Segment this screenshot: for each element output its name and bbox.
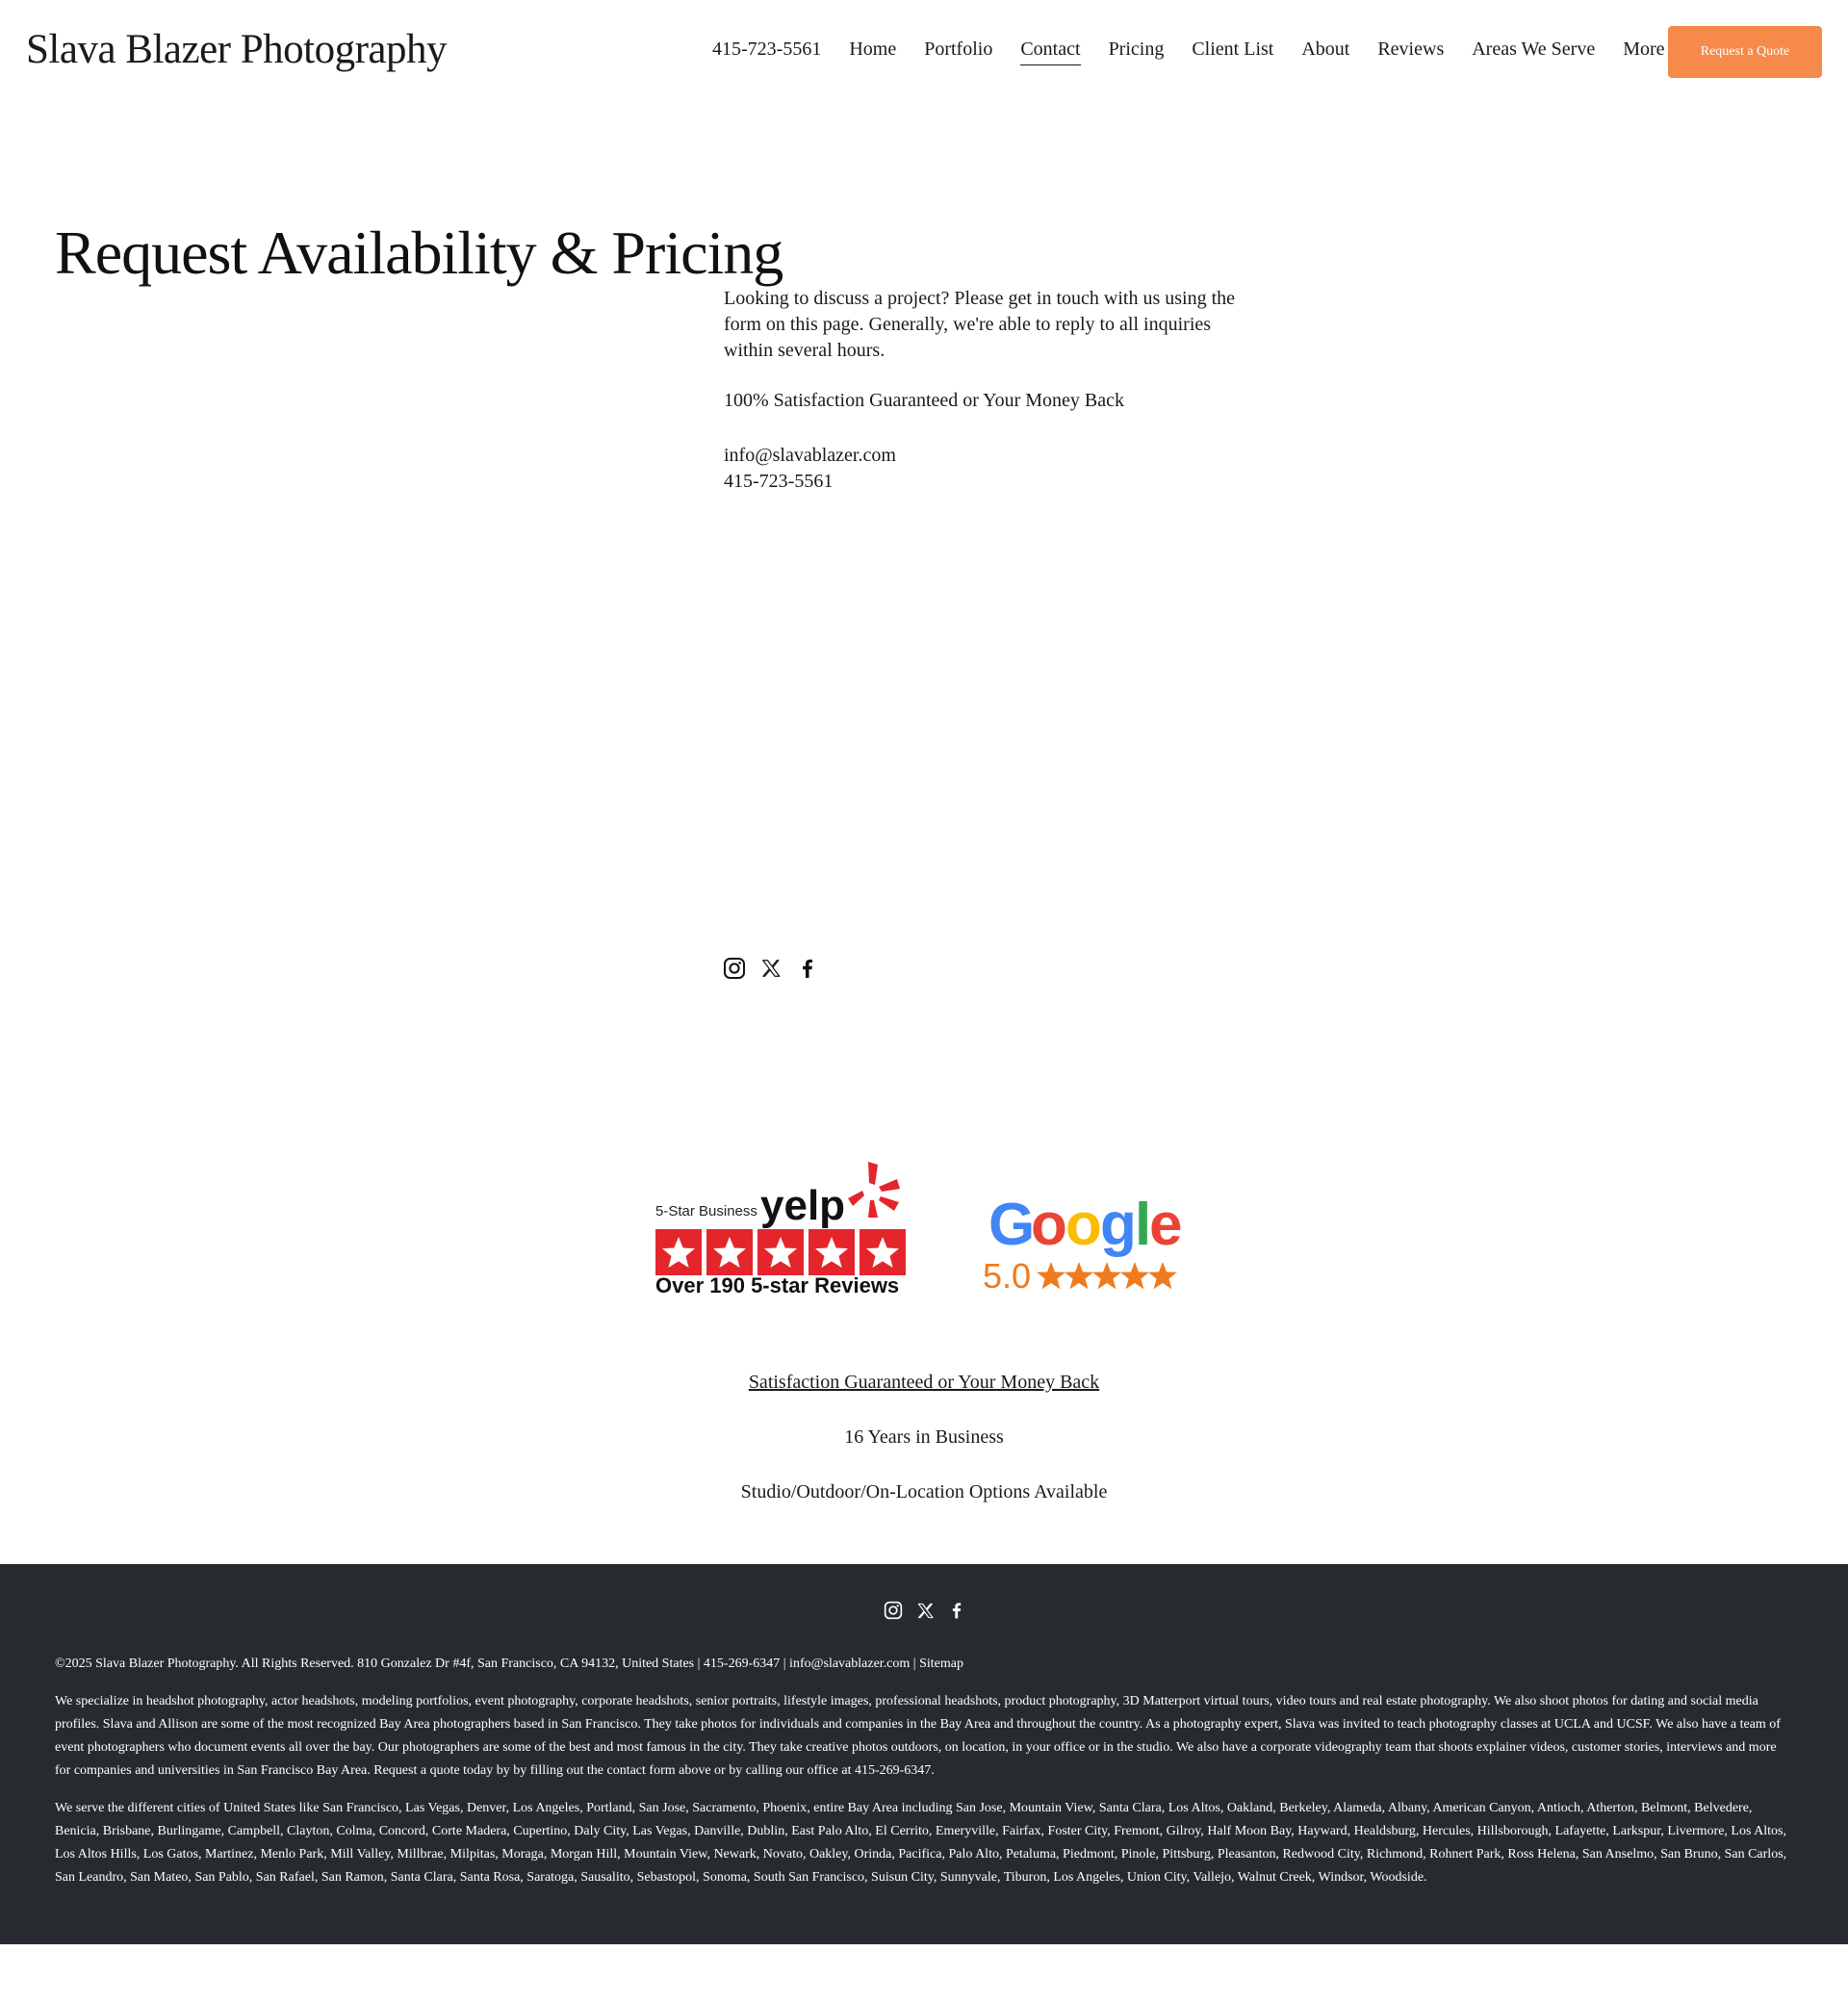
nav-item-portfolio[interactable]: Portfolio bbox=[924, 39, 993, 60]
copyright-text: ©2025 Slava Blazer Photography. All Rights Reserved. 810 Gonzalez Dr #4f, San Francisco, CA 94132, United States | 415-269-6347 | info@slavablazer.com | bbox=[55, 1656, 920, 1671]
site-logo[interactable]: Slava Blazer Photography bbox=[26, 27, 448, 72]
nav-item-more[interactable]: More bbox=[1623, 39, 1665, 60]
request-quote-button[interactable]: Request a Quote bbox=[1668, 26, 1822, 78]
nav-item-areas-we-serve[interactable]: Areas We Serve bbox=[1472, 39, 1596, 60]
nav-item-home[interactable]: Home bbox=[849, 39, 897, 60]
contact-email[interactable]: info@slavablazer.com bbox=[724, 445, 896, 466]
guarantee-link[interactable]: Satisfaction Guaranteed or Your Money Back bbox=[748, 1372, 1100, 1393]
svg-text:o: o bbox=[1065, 1192, 1102, 1258]
footer-about-text: We specialize in headshot photography, actor headshots, modeling portfolios, event photography, corporate headshots, senior portraits, lifestyle images, professional headshots, product photography, 3D Matterport virtual tours, video tours and real estate photography. We also shoot photos for dating and social media profiles. Slava and Allison are some of the most recognized Bay Area photographers based in San Francisco. They take photos for individuals and companies in the Bay Area and throughout the country. As a photography expert, Slava was invited to teach photography classes at UCLA and UCSF. We also have a team of event photographers who document events all over the bay. Our photographers are some of the best and most famous in the city. They take creative photos outdoors, on location, in your office or in the studio. We also have a corporate videography team that shoots explainer videos, customer stories, interviews and more for companies and universities in San Francisco Bay Area. Request a quote today by by filling out the contact form above or by calling our office at 415-269-6347. bbox=[55, 1694, 1781, 1778]
yelp-caption: Over 190 5-star Reviews bbox=[655, 1273, 900, 1295]
svg-text:l: l bbox=[1135, 1192, 1152, 1258]
page-title: Request Availability & Pricing bbox=[55, 218, 783, 287]
svg-text:G: G bbox=[988, 1192, 1036, 1258]
social-links bbox=[722, 956, 820, 981]
svg-text:g: g bbox=[1100, 1192, 1137, 1258]
intro-text: Looking to discuss a project? Please get in touch with us using the form on this page. Generally, we're able to reply to all inquiries within several hours. bbox=[724, 288, 1236, 361]
sitemap-link[interactable]: Sitemap bbox=[919, 1656, 963, 1671]
svg-text:o: o bbox=[1031, 1192, 1067, 1258]
svg-text:e: e bbox=[1149, 1192, 1183, 1258]
contact-phone[interactable]: 415-723-5561 bbox=[724, 471, 834, 492]
footer-copyright bbox=[55, 1653, 1793, 1676]
guarantee-text: 100% Satisfaction Guaranteed or Your Money Back bbox=[724, 390, 1125, 411]
yelp-badge-label: 5-Star Business bbox=[655, 1203, 757, 1220]
google-rating: 5.0 bbox=[983, 1256, 1032, 1296]
nav-item-about[interactable]: About bbox=[1301, 39, 1350, 60]
yelp-badge bbox=[654, 1160, 907, 1295]
nav-item-client-list[interactable]: Client List bbox=[1192, 39, 1274, 60]
instagram-icon[interactable] bbox=[883, 1600, 904, 1621]
location-options: Studio/Outdoor/On-Location Options Available bbox=[740, 1481, 1108, 1502]
facebook-icon[interactable] bbox=[946, 1600, 967, 1621]
x-icon[interactable] bbox=[758, 956, 783, 981]
google-stars bbox=[1037, 1262, 1177, 1289]
site-footer bbox=[0, 1564, 1848, 1944]
nav-item-pricing[interactable]: Pricing bbox=[1108, 39, 1165, 60]
nav-item-reviews[interactable]: Reviews bbox=[1377, 39, 1445, 60]
yelp-wordmark: yelp bbox=[760, 1182, 846, 1229]
years-in-business: 16 Years in Business bbox=[844, 1426, 1004, 1448]
google-badge bbox=[977, 1189, 1183, 1299]
yelp-stars bbox=[655, 1229, 906, 1275]
site-header bbox=[0, 0, 1848, 103]
instagram-icon[interactable] bbox=[722, 956, 747, 981]
main-nav bbox=[712, 39, 1693, 65]
footer-social-links bbox=[883, 1600, 967, 1621]
nav-item-phone[interactable]: 415-723-5561 bbox=[712, 39, 822, 60]
facebook-icon[interactable] bbox=[795, 956, 820, 981]
x-icon[interactable] bbox=[914, 1600, 936, 1621]
google-wordmark bbox=[988, 1192, 1182, 1258]
nav-item-contact[interactable]: Contact bbox=[1020, 39, 1080, 65]
yelp-burst-icon bbox=[848, 1162, 900, 1218]
footer-cities-text: We serve the different cities of United States like San Francisco, Las Vegas, Denver, Los Angeles, Portland, San Jose, Sacramento, Phoenix, entire Bay Area including San Jose, Mountain View, Santa Clara, Los Altos, Oakland, Berkeley, Alameda, Albany, American Canyon, Antioch, Atherton, Belmont, Belvedere, Benicia, Brisbane, Burlingame, Campbell, Clayton, Colma, Concord, Corte Madera, Cupertino, Daly City, Las Vegas, Danville, Dublin, East Palo Alto, El Cerrito, Emeryville, Fairfax, Foster City, Fremont, Gilroy, Half Moon Bay, Hayward, Healdsburg, Hercules, Hillsborough, Lafayette, Larkspur, Livermore, Los Altos, Los Altos Hills, Los Gatos, Martinez, Menlo Park, Mill Valley, Millbrae, Milpitas, Moraga, Morgan Hill, Mountain View, Newark, Novato, Oakley, Orinda, Pacifica, Palo Alto, Petaluma, Piedmont, Pinole, Pittsburg, Pleasanton, Redwood City, Richmond, Rohnert Park, Ross Helena, San Anselmo, San Bruno, San Carlos, San Leandro, San Mateo, San Pablo, San Rafael, San Ramon, Santa Clara, Santa Rosa, Saratoga, Sausalito, Sebastopol, Sonoma, South San Francisco, Suisun City, Sunnyvale, Tiburon, Los Angeles, Union City, Vallejo, Walnut Creek, Windsor, Woodside. bbox=[55, 1801, 1787, 1885]
